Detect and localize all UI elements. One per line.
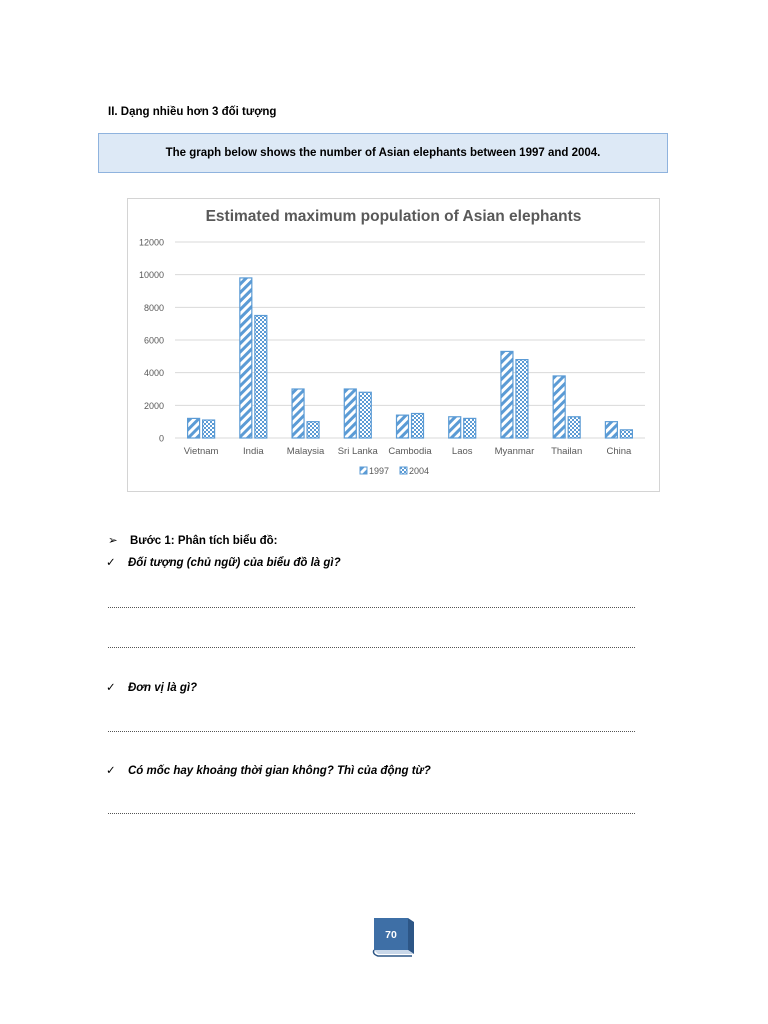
bar-1997-cambodia (397, 415, 409, 438)
y-tick-label: 12000 (138, 237, 164, 248)
x-tick-label: Cambodia (388, 446, 432, 457)
bar-2004-thailan (568, 417, 580, 438)
question-1 (106, 555, 341, 569)
bar-1997-malaysia (292, 389, 304, 438)
task-prompt-text: The graph below shows the number of Asian elephants between 1997 and 2004. (165, 147, 601, 159)
question-3-text: Có mốc hay khoảng thời gian không? Thì của động từ? (128, 765, 431, 777)
question-3 (106, 763, 431, 777)
legend-swatch-1997 (360, 467, 367, 474)
bar-1997-china (605, 422, 617, 438)
x-tick-label: Myanmar (494, 446, 535, 457)
legend-label-1997: 1997 (369, 466, 390, 476)
x-tick-label: Malaysia (286, 446, 325, 457)
x-tick-label: Vietnam (183, 446, 219, 457)
checkmark-icon: ✓ (106, 557, 116, 569)
bar-chart (127, 198, 660, 492)
y-tick-label: 8000 (143, 302, 164, 313)
bar-1997-thailan (553, 376, 565, 438)
bar-2004-cambodia (412, 414, 424, 439)
y-tick-label: 0 (158, 433, 164, 444)
step-1-label: Bước 1: Phân tích biểu đồ: (130, 535, 278, 547)
bar-2004-vietnam (203, 420, 215, 438)
x-tick-label: Sri Lanka (337, 446, 378, 457)
chart-title: Estimated maximum population of Asian elephants (205, 208, 582, 225)
chart-svg (128, 199, 659, 491)
checkmark-icon: ✓ (106, 682, 116, 694)
y-tick-label: 6000 (143, 335, 164, 346)
section-title: II. Dạng nhiều hơn 3 đối tượng (108, 106, 277, 118)
bar-1997-sri-lanka (344, 389, 356, 438)
bar-1997-myanmar (501, 351, 513, 438)
arrow-bullet-icon: ➢ (108, 535, 118, 547)
y-tick-label: 2000 (143, 400, 164, 411)
answer-line-2[interactable] (108, 647, 635, 648)
y-tick-label: 10000 (138, 270, 164, 281)
x-tick-label: China (606, 446, 632, 457)
checkmark-icon: ✓ (106, 765, 116, 777)
question-1-text: Đối tượng (chủ ngữ) của biểu đồ là gì? (128, 557, 341, 569)
step-1-heading (108, 533, 277, 547)
question-2-text: Đơn vị là gì? (128, 682, 198, 694)
y-tick-label: 4000 (143, 368, 164, 379)
answer-line-4[interactable] (108, 813, 635, 814)
legend-swatch-2004 (400, 467, 407, 474)
bar-2004-malaysia (307, 422, 319, 438)
page-number: 70 (385, 929, 397, 941)
bar-1997-india (240, 278, 252, 438)
bar-1997-laos (449, 417, 461, 438)
bar-2004-myanmar (516, 360, 528, 438)
bar-2004-china (620, 430, 632, 438)
legend-label-2004: 2004 (409, 466, 430, 476)
bar-2004-india (255, 316, 267, 439)
question-2 (106, 680, 197, 694)
x-tick-label: Thailan (551, 446, 583, 457)
x-tick-label: Laos (451, 446, 473, 457)
bar-1997-vietnam (188, 418, 200, 438)
x-tick-label: India (243, 446, 264, 457)
answer-line-3[interactable] (108, 731, 635, 732)
task-prompt-box (98, 133, 668, 173)
bar-2004-sri-lanka (359, 392, 371, 438)
answer-line-1[interactable] (108, 607, 635, 608)
bar-2004-laos (464, 418, 476, 438)
